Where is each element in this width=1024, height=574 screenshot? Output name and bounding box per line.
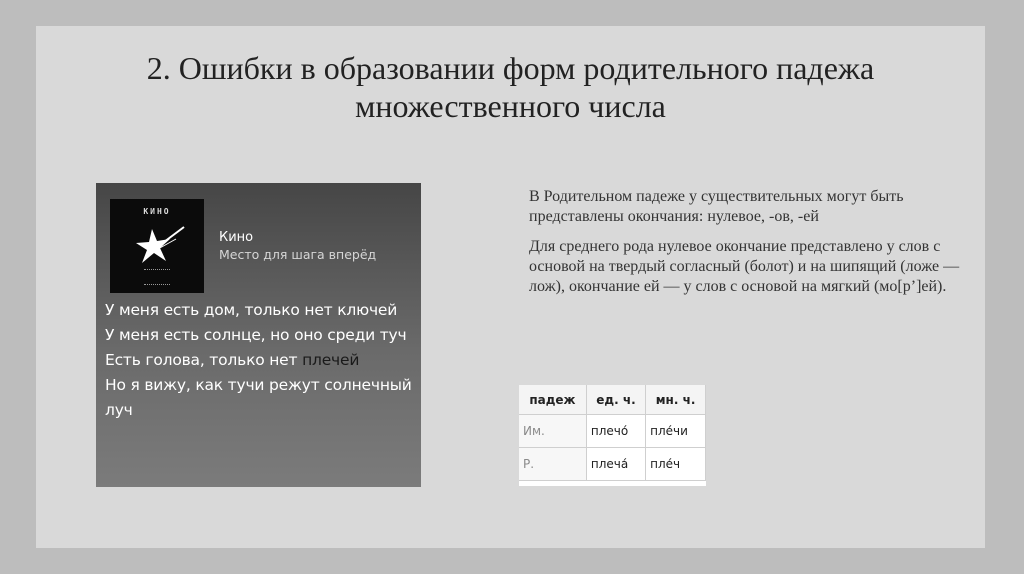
lyric-line: У меня есть солнце, но оно среди туч	[105, 326, 407, 344]
lyric-highlight-word: плечей	[302, 351, 360, 369]
column-header: ед. ч.	[586, 385, 645, 415]
song-title: Место для шага вперёд	[219, 247, 377, 262]
paragraph-neuter: Для среднего рода нулевое окончание представлено у слов с основой на твердый согласный (болот) и на шипящий (ложе — лож), окончание ей — у слов с основой на мягкий (мо[р’]ей).	[529, 238, 960, 295]
table-header-row	[519, 385, 706, 415]
column-header: падеж	[519, 385, 586, 415]
table-cell: плечо́	[586, 415, 645, 448]
slide-title-line-1: 2. Ошибки в образовании форм родительного падежа	[146, 50, 875, 86]
table-cell: пле́чи	[646, 415, 706, 448]
album-cover-text-block	[144, 269, 170, 285]
lyric-line	[105, 348, 415, 373]
slide-title	[36, 49, 985, 125]
slide-title-line-2: множественного числа	[355, 88, 666, 124]
slide	[36, 26, 985, 548]
table-cell: Р.	[519, 448, 586, 481]
star-icon	[132, 225, 186, 269]
explanation-text	[529, 187, 969, 307]
lyric-line-text: Есть голова, только нет	[105, 351, 303, 369]
lyric-line: У меня есть дом, только нет ключей	[105, 301, 398, 319]
lyric-line: Но я вижу, как тучи режут солнечный луч	[105, 376, 412, 419]
column-header: мн. ч.	[646, 385, 706, 415]
artist-name: Кино	[219, 230, 254, 245]
table-cell: плеча́	[586, 448, 645, 481]
table-cell: Им.	[519, 415, 586, 448]
table-cell: пле́ч	[646, 448, 706, 481]
declension-table	[519, 385, 706, 486]
case-table	[519, 385, 706, 481]
album-cover-band-name: КИНО	[143, 207, 171, 216]
album-cover	[110, 199, 204, 293]
table-row	[519, 448, 706, 481]
paragraph-endings: В Родительном падеже у существительных могут быть представлены окончания: нулевое, -ов, -ей	[529, 188, 904, 225]
table-row	[519, 415, 706, 448]
lyrics	[105, 298, 415, 423]
lyrics-card	[96, 183, 421, 487]
